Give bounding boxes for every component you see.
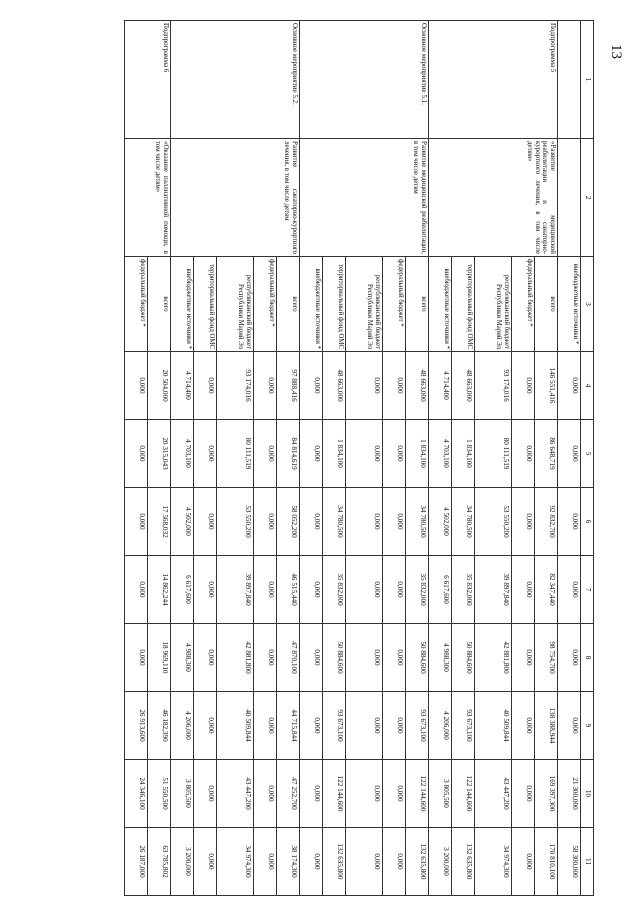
value-cell: 34 780,500 [452, 488, 475, 556]
value-cell: 122 144,600 [406, 760, 429, 828]
value-cell: 0,000 [346, 488, 383, 556]
value-cell: 34 974,300 [217, 828, 254, 896]
value-cell: 38 174,300 [277, 828, 300, 896]
value-cell: 40 509,844 [475, 692, 512, 760]
value-cell: 0,000 [383, 760, 406, 828]
value-cell: 0,000 [346, 828, 383, 896]
value-cell: 146 551,416 [535, 352, 558, 420]
value-cell: 20 315,043 [148, 420, 171, 488]
source-cell: всего [535, 257, 558, 352]
value-cell: 53 550,200 [475, 488, 512, 556]
value-cell: 0,000 [383, 488, 406, 556]
header-cell: 10 [581, 760, 594, 828]
value-cell: 0,000 [300, 624, 323, 692]
value-cell: 0,000 [125, 556, 148, 624]
value-cell: 0,000 [194, 624, 217, 692]
program-cell: Подпрограмма 6 [125, 21, 171, 139]
value-cell: 0,000 [300, 352, 323, 420]
value-cell: 4 502,000 [171, 488, 194, 556]
value-cell: 84 814,619 [277, 420, 300, 488]
table-row [277, 21, 300, 896]
value-cell: 80 111,519 [217, 420, 254, 488]
page-number: 13 [608, 44, 624, 59]
value-cell: 46 182,390 [148, 692, 171, 760]
source-cell: республиканский бюджет Республики Марий Эл [475, 257, 512, 352]
value-cell: 0,000 [383, 692, 406, 760]
value-cell: 3 805,500 [429, 760, 452, 828]
value-cell: 50 884,600 [452, 624, 475, 692]
rotated-page [120, 20, 594, 895]
value-cell: 4 703,100 [171, 420, 194, 488]
value-cell: 86 648,719 [535, 420, 558, 488]
title-cell [558, 139, 581, 257]
value-cell: 93 673,100 [406, 692, 429, 760]
value-cell: 48 663,000 [452, 352, 475, 420]
value-cell: 0,000 [346, 692, 383, 760]
source-cell: всего [277, 257, 300, 352]
value-cell: 3 805,500 [171, 760, 194, 828]
value-cell: 35 832,000 [452, 556, 475, 624]
value-cell: 26 187,000 [125, 828, 148, 896]
value-cell: 44 715,844 [277, 692, 300, 760]
value-cell: 3 200,000 [171, 828, 194, 896]
source-cell: территориальный фонд ОМС [194, 257, 217, 352]
header-cell: 1 [581, 21, 594, 139]
value-cell: 14 862,244 [148, 556, 171, 624]
source-cell: всего [148, 257, 171, 352]
title-cell: Развитие медицинской реабилитации, в том числе детям [300, 139, 429, 257]
value-cell: 0,000 [125, 488, 148, 556]
value-cell: 39 897,840 [217, 556, 254, 624]
value-cell: 0,000 [512, 624, 535, 692]
value-cell: 34 780,500 [406, 488, 429, 556]
program-cell: Основное мероприятие 5.1. [300, 21, 429, 139]
header-cell: 4 [581, 352, 594, 420]
value-cell: 53 550,200 [217, 488, 254, 556]
table-row [558, 21, 581, 896]
value-cell: 0,000 [300, 556, 323, 624]
value-cell: 0,000 [300, 488, 323, 556]
value-cell: 46 515,440 [277, 556, 300, 624]
value-cell: 93 174,016 [217, 352, 254, 420]
source-cell: республиканский бюджет Республики Марий Эл [346, 257, 383, 352]
value-cell: 1 834,100 [323, 420, 346, 488]
value-cell: 4 988,300 [429, 624, 452, 692]
value-cell: 0,000 [512, 828, 535, 896]
value-cell: 0,000 [254, 488, 277, 556]
header-cell: 5 [581, 420, 594, 488]
value-cell: 4 703,100 [429, 420, 452, 488]
value-cell: 4 988,300 [171, 624, 194, 692]
value-cell: 132 635,800 [323, 828, 346, 896]
value-cell: 50 884,600 [323, 624, 346, 692]
value-cell: 48 663,000 [406, 352, 429, 420]
source-cell: федеральный бюджет * [125, 257, 148, 352]
value-cell: 82 347,440 [535, 556, 558, 624]
title-cell: «Развитие медицинской реабилитации и санаторно-курортного лечения, в том числе детям» [429, 139, 558, 257]
value-cell: 0,000 [383, 352, 406, 420]
value-cell: 0,000 [194, 556, 217, 624]
value-cell: 0,000 [346, 624, 383, 692]
value-cell: 98 754,700 [535, 624, 558, 692]
value-cell: 26 913,600 [125, 692, 148, 760]
value-cell: 80 111,519 [475, 420, 512, 488]
header-row [581, 21, 594, 896]
value-cell: 4 714,400 [171, 352, 194, 420]
value-cell: 4 502,000 [429, 488, 452, 556]
source-cell: территориальный фонд ОМС [452, 257, 475, 352]
value-cell: 0,000 [558, 692, 581, 760]
value-cell: 0,000 [512, 556, 535, 624]
value-cell: 47 870,100 [277, 624, 300, 692]
value-cell: 0,000 [194, 488, 217, 556]
source-cell: внебюджетные источники * [429, 257, 452, 352]
value-cell: 6 617,600 [429, 556, 452, 624]
value-cell: 42 881,800 [475, 624, 512, 692]
table-row [535, 21, 558, 896]
value-cell: 0,000 [194, 352, 217, 420]
value-cell: 6 617,600 [171, 556, 194, 624]
source-cell: внебюджетные источники * [558, 257, 581, 352]
program-cell: Основное мероприятие 5.2. [171, 21, 300, 139]
value-cell: 0,000 [558, 420, 581, 488]
value-cell: 0,000 [346, 760, 383, 828]
value-cell: 0,000 [194, 420, 217, 488]
source-cell: внебюджетные источники * [171, 257, 194, 352]
value-cell: 35 832,000 [406, 556, 429, 624]
financing-table [124, 20, 594, 896]
value-cell: 0,000 [125, 624, 148, 692]
value-cell: 0,000 [512, 692, 535, 760]
value-cell: 4 714,400 [429, 352, 452, 420]
value-cell: 1 834,100 [452, 420, 475, 488]
value-cell: 92 832,700 [535, 488, 558, 556]
value-cell: 0,000 [558, 624, 581, 692]
value-cell: 0,000 [194, 828, 217, 896]
program-cell [558, 21, 581, 139]
value-cell: 51 550,500 [148, 760, 171, 828]
value-cell: 58 052,200 [277, 488, 300, 556]
value-cell: 34 780,500 [323, 488, 346, 556]
value-cell: 4 206,000 [171, 692, 194, 760]
value-cell: 97 888,416 [277, 352, 300, 420]
value-cell: 93 673,100 [323, 692, 346, 760]
value-cell: 0,000 [512, 488, 535, 556]
table-row [148, 21, 171, 896]
value-cell: 132 635,800 [406, 828, 429, 896]
value-cell: 21 300,000 [558, 760, 581, 828]
header-cell: 6 [581, 488, 594, 556]
value-cell: 1 834,100 [406, 420, 429, 488]
value-cell: 93 174,016 [475, 352, 512, 420]
title-cell: «Оказание паллиативной помощи, в том числе детям» [125, 139, 171, 257]
value-cell: 0,000 [512, 420, 535, 488]
header-cell: 8 [581, 624, 594, 692]
value-cell: 39 897,840 [475, 556, 512, 624]
value-cell: 0,000 [383, 556, 406, 624]
header-cell: 9 [581, 692, 594, 760]
value-cell: 0,000 [383, 624, 406, 692]
value-cell: 47 252,700 [277, 760, 300, 828]
value-cell: 43 447,200 [475, 760, 512, 828]
value-cell: 122 144,600 [452, 760, 475, 828]
value-cell: 42 881,800 [217, 624, 254, 692]
value-cell: 0,000 [125, 420, 148, 488]
value-cell: 170 810,100 [535, 828, 558, 896]
value-cell: 0,000 [254, 828, 277, 896]
header-cell: 2 [581, 139, 594, 257]
value-cell: 17 568,032 [148, 488, 171, 556]
value-cell: 0,000 [558, 556, 581, 624]
source-cell: республиканский бюджет Республики Марий Эл [217, 257, 254, 352]
source-cell: внебюджетные источники * [300, 257, 323, 352]
value-cell: 3 200,000 [429, 828, 452, 896]
value-cell: 0,000 [194, 692, 217, 760]
value-cell: 0,000 [300, 760, 323, 828]
header-cell: 7 [581, 556, 594, 624]
value-cell: 0,000 [300, 420, 323, 488]
value-cell: 132 635,800 [452, 828, 475, 896]
source-cell: всего [406, 257, 429, 352]
value-cell: 50 884,600 [406, 624, 429, 692]
source-cell: федеральный бюджет * [383, 257, 406, 352]
value-cell: 0,000 [254, 352, 277, 420]
header-cell: 3 [581, 257, 594, 352]
value-cell: 4 206,000 [429, 692, 452, 760]
value-cell: 0,000 [558, 352, 581, 420]
source-cell: федеральный бюджет * [254, 257, 277, 352]
value-cell: 0,000 [558, 488, 581, 556]
value-cell: 0,000 [300, 828, 323, 896]
title-cell: Развитие санаторно-курортного лечения, в том числе детям [171, 139, 300, 257]
value-cell: 48 663,000 [323, 352, 346, 420]
value-cell: 0,000 [125, 352, 148, 420]
table-row [406, 21, 429, 896]
value-cell: 0,000 [254, 420, 277, 488]
source-cell: территориальный фонд ОМС [323, 257, 346, 352]
value-cell: 0,000 [383, 828, 406, 896]
value-cell: 0,000 [383, 420, 406, 488]
value-cell: 0,000 [512, 760, 535, 828]
value-cell: 63 785,802 [148, 828, 171, 896]
value-cell: 58 300,000 [558, 828, 581, 896]
value-cell: 93 673,100 [452, 692, 475, 760]
value-cell: 0,000 [254, 692, 277, 760]
value-cell: 35 832,000 [323, 556, 346, 624]
value-cell: 0,000 [254, 556, 277, 624]
value-cell: 122 144,600 [323, 760, 346, 828]
value-cell: 24 346,100 [125, 760, 148, 828]
value-cell: 0,000 [194, 760, 217, 828]
header-cell: 11 [581, 828, 594, 896]
value-cell: 20 504,000 [148, 352, 171, 420]
value-cell: 40 509,844 [217, 692, 254, 760]
value-cell: 34 974,300 [475, 828, 512, 896]
value-cell: 138 388,944 [535, 692, 558, 760]
value-cell: 0,000 [346, 352, 383, 420]
value-cell: 0,000 [512, 352, 535, 420]
value-cell: 0,000 [254, 624, 277, 692]
value-cell: 0,000 [300, 692, 323, 760]
value-cell: 18 969,110 [148, 624, 171, 692]
value-cell: 0,000 [254, 760, 277, 828]
value-cell: 0,000 [346, 556, 383, 624]
program-cell: Подпрограмма 5 [429, 21, 558, 139]
value-cell: 169 397,300 [535, 760, 558, 828]
value-cell: 43 447,200 [217, 760, 254, 828]
source-cell: федеральный бюджет * [512, 257, 535, 352]
value-cell: 0,000 [346, 420, 383, 488]
